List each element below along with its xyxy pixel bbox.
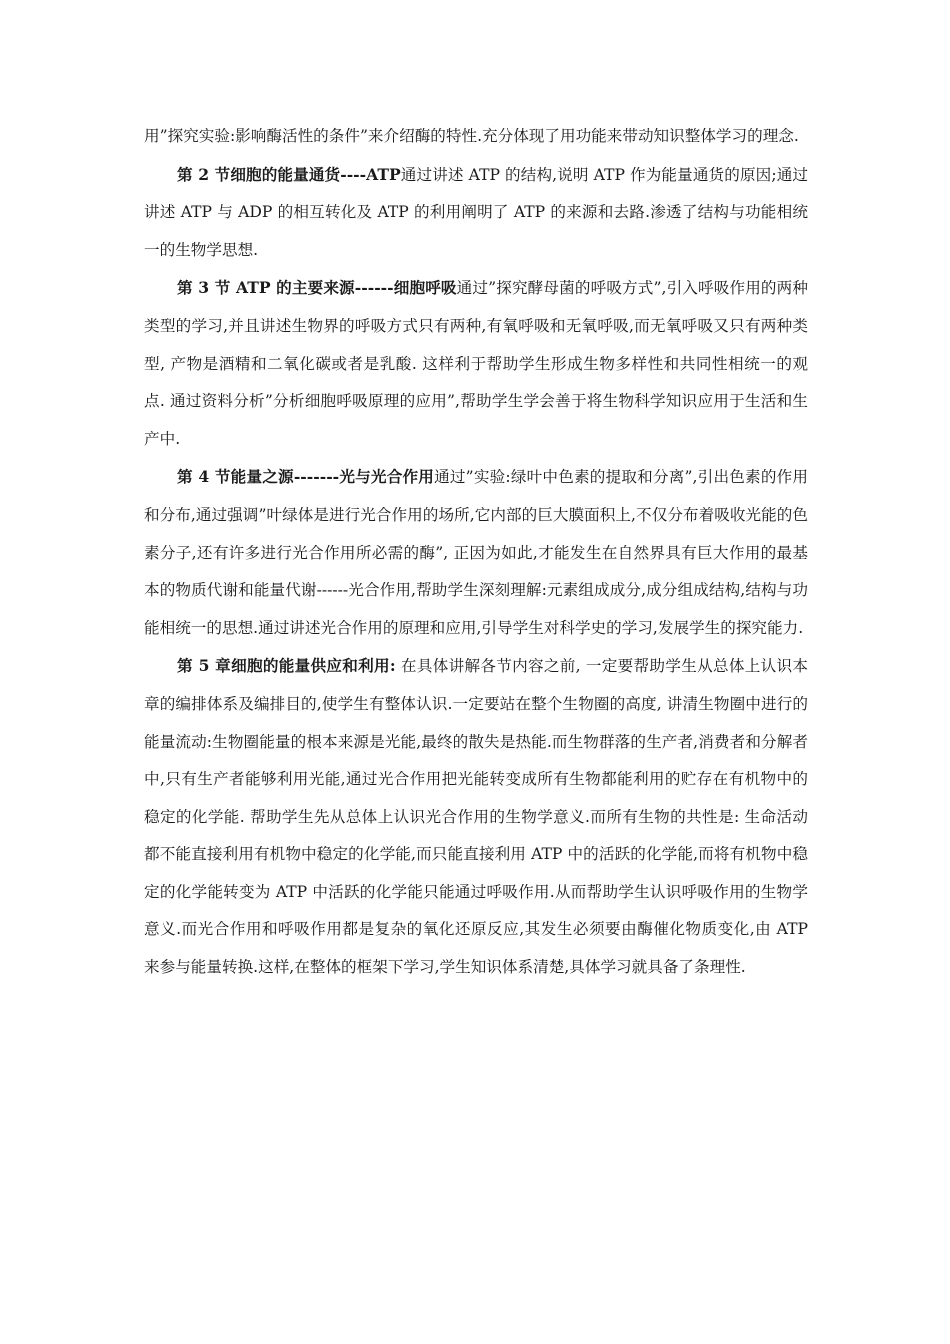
- paragraph-enzyme-summary: [144, 118, 808, 156]
- paragraph-respiration-section: [144, 269, 808, 458]
- paragraph-photosynthesis-section: [144, 458, 808, 647]
- paragraph-heading: 第 5 章细胞的能量供应和利用:: [177, 656, 396, 676]
- paragraph-atp-section: [144, 156, 808, 270]
- paragraph-text: 在具体讲解各节内容之前, 一定要帮助学生从总体上认识本章的编排体系及编排目的,使学生有整体认识.一定要站在整个生物圈的高度, 讲清生物圈中进行的能量流动:生物圈能量的根本来源是光能,最终的散失是热能.而生物群落的生产者,消费者和分解者中,只有生产者能够利用光能,通过光合作用把光能转变成所有生物都能利用的贮存在有机物中的稳定的化学能. 帮助学生先从总体上认识光合作用的生物学意义.而所有生物的共性是: 生命活动都不能直接利用有机物中稳定的化学能,而只能直接利用 ATP 中的活跃的化学能,而将有机物中稳定的化学能转变为 ATP 中活跃的化学能只能通过呼吸作用.从而帮助学生认识呼吸作用的生物学意义.而光合作用和呼吸作用都是复杂的氧化还原反应,其发生必须要由酶催化物质变化,由 ATP 来参与能量转换.这样,在整体的框架下学习,学生知识体系清楚,具体学习就具备了条理性.: [144, 657, 808, 977]
- paragraph-heading: 第 2 节细胞的能量通货----ATP: [177, 164, 401, 184]
- paragraph-text: 通过”实验:绿叶中色素的提取和分离”,引出色素的作用和分布,通过强调”叶绿体是进行光合作用的场所,它内部的巨大膜面积上,不仅分布着吸收光能的色素分子,还有许多进行光合作用所必需的酶”, 正因为如此,才能发生在自然界具有巨大作用的最基本的物质代谢和能量代谢------光合作用,帮助学生深刻理解:元素组成成分,成分组成结构,结构与功能相统一的思想.通过讲述光合作用的原理和应用,引导学生对科学史的学习,发展学生的探究能力.: [144, 468, 808, 637]
- document-page: [144, 118, 808, 987]
- paragraph-heading: 第 3 节 ATP 的主要来源------细胞呼吸: [177, 278, 457, 298]
- paragraph-heading: 第 4 节能量之源-------光与光合作用: [177, 467, 435, 487]
- paragraph-chapter5-suggestion: [144, 647, 808, 986]
- paragraph-text: 通过讲述 ATP 的结构,说明 ATP 作为能量通货的原因;通过讲述 ATP 与 ADP 的相互转化及 ATP 的利用阐明了 ATP 的来源和去路.渗透了结构与功能相统一的生物学思想.: [144, 165, 808, 259]
- paragraph-text: 通过”探究酵母菌的呼吸方式”,引入呼吸作用的两种类型的学习,并且讲述生物界的呼吸方式只有两种,有氧呼吸和无氧呼吸,而无氧呼吸又只有两种类型, 产物是酒精和二氧化碳或者是乳酸. 这样利于帮助学生形成生物多样性和共同性相统一的观点. 通过资料分析”分析细胞呼吸原理的应用”,帮助学生学会善于将生物科学知识应用于生活和生产中.: [144, 279, 808, 448]
- paragraph-text: 用”探究实验:影响酶活性的条件”来介绍酶的特性.充分体现了用功能来带动知识整体学习的理念.: [144, 127, 799, 145]
